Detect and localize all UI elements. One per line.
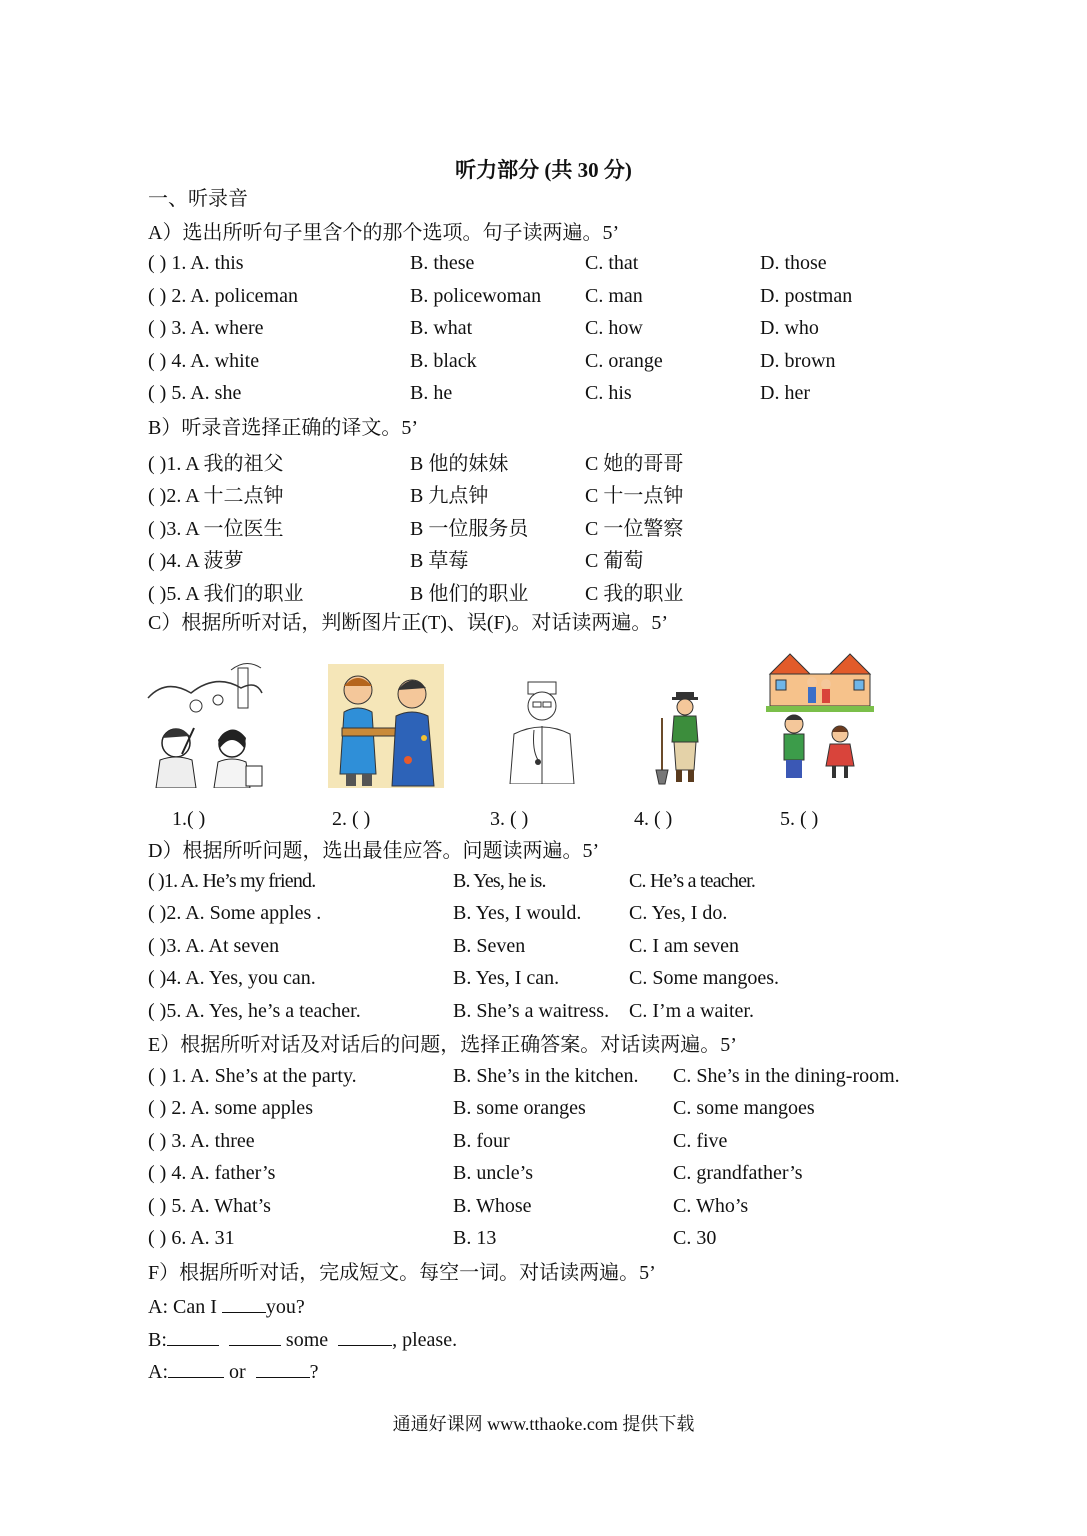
picture-caption: 1.( ) [172, 808, 206, 830]
question-option-a: ( )1. A 我的祖父 [148, 453, 284, 475]
option-d: D. those [760, 252, 827, 274]
option-c: C. his [585, 382, 632, 404]
question-option-a: ( ) 4. A. father’s [148, 1162, 276, 1184]
question-option-a: ( )5. A 我们的职业 [148, 583, 304, 605]
dialogue-text: A: Can I [148, 1296, 222, 1318]
option-b: B. policewoman [410, 285, 542, 307]
page-title: 听力部分 (共 30 分) [455, 158, 632, 182]
option-b: B. She’s a waitress. [453, 1000, 610, 1022]
option-d: D. her [760, 382, 810, 404]
picture-farmer [650, 690, 710, 786]
option-c: C 我的职业 [585, 583, 684, 605]
question-option-a: ( )2. A. Some apples . [148, 902, 322, 924]
option-b: B. what [410, 317, 473, 339]
option-b: B. four [453, 1130, 510, 1152]
question-option-a: ( )4. A. Yes, you can. [148, 967, 316, 989]
section-b-heading: B）听录音选择正确的译文。5’ [148, 417, 418, 439]
option-c: C 她的哥哥 [585, 453, 684, 475]
question-option-a: ( )3. A 一位医生 [148, 518, 284, 540]
footer-credit: 通通好课网 www.tthaoke.com 提供下载 [392, 1414, 695, 1434]
option-d: D. brown [760, 350, 836, 372]
option-b: B 他们的职业 [410, 583, 529, 605]
option-b: B. uncle’s [453, 1162, 533, 1184]
section-d-heading: D）根据所听问题，选出最佳应答。问题读两遍。5’ [148, 840, 600, 862]
option-c: C. some mangoes [673, 1097, 815, 1119]
option-d: D. who [760, 317, 819, 339]
dialogue-text: or [224, 1361, 251, 1383]
dialogue-text: A: [148, 1361, 168, 1383]
picture-house-family [766, 650, 874, 782]
question-option-a: ( ) 1. A. this [148, 252, 244, 274]
option-c: C. 30 [673, 1227, 717, 1249]
option-b: B. he [410, 382, 453, 404]
question-option-a: ( ) 4. A. white [148, 350, 260, 372]
section-c-heading: C）根据所听对话，判断图片正(T)、误(F)。对话读两遍。5’ [148, 612, 668, 634]
dialogue-text: you? [265, 1296, 305, 1318]
option-c: C 葡萄 [585, 550, 644, 572]
dialogue-line-2 [148, 1325, 457, 1353]
section-e-heading: E）根据所听对话及对话后的问题，选择正确答案。对话读两遍。5’ [148, 1034, 737, 1056]
option-b: B. Yes, he is. [453, 870, 546, 892]
option-b: B. Yes, I can. [453, 967, 560, 989]
option-b: B. Yes, I would. [453, 902, 582, 924]
option-d: D. postman [760, 285, 853, 307]
picture-caption: 2. ( ) [332, 808, 371, 830]
question-option-a: ( )5. A. Yes, he’s a teacher. [148, 1000, 361, 1022]
question-option-a: ( )2. A 十二点钟 [148, 485, 284, 507]
option-c: C. that [585, 252, 639, 274]
dialogue-text: B: [148, 1329, 167, 1351]
option-c: C. how [585, 317, 643, 339]
option-c: C. five [673, 1130, 728, 1152]
section-a-heading: A）选出所听句子里含个的那个选项。句子读两遍。5’ [148, 222, 620, 244]
option-c: C. grandfather’s [673, 1162, 803, 1184]
question-option-a: ( )3. A. At seven [148, 935, 280, 957]
option-b: B. She’s in the kitchen. [453, 1065, 639, 1087]
picture-caption: 3. ( ) [490, 808, 529, 830]
dialogue-line-1 [148, 1292, 305, 1320]
option-c: C. Some mangoes. [629, 967, 779, 989]
question-option-a: ( ) 5. A. she [148, 382, 242, 404]
option-b: B 九点钟 [410, 485, 489, 507]
question-option-a: ( ) 6. A. 31 [148, 1227, 235, 1249]
option-c: C. I’m a waiter. [629, 1000, 754, 1022]
dialogue-text: , please. [392, 1329, 458, 1351]
option-c: C. Who’s [673, 1195, 749, 1217]
option-b: B 一位服务员 [410, 518, 529, 540]
part-heading: 一、听录音 [148, 188, 248, 210]
option-b: B. some oranges [453, 1097, 586, 1119]
option-c: C. orange [585, 350, 663, 372]
question-option-a: ( ) 2. A. policeman [148, 285, 298, 307]
picture-caption: 5. ( ) [780, 808, 819, 830]
question-option-a: ( ) 1. A. She’s at the party. [148, 1065, 357, 1087]
dialogue-text: ? [309, 1361, 319, 1383]
question-option-a: ( ) 2. A. some apples [148, 1097, 313, 1119]
fill-in-blank[interactable] [229, 1325, 281, 1346]
question-option-a: ( ) 3. A. where [148, 317, 264, 339]
picture-two-girls [146, 658, 264, 788]
option-b: B. 13 [453, 1227, 497, 1249]
question-option-a: ( )1. A. He’s my friend. [148, 870, 316, 892]
picture-caption: 4. ( ) [634, 808, 673, 830]
option-b: B 他的妹妹 [410, 453, 509, 475]
option-c: C 一位警察 [585, 518, 684, 540]
option-b: B. black [410, 350, 477, 372]
fill-in-blank[interactable] [167, 1325, 219, 1346]
option-b: B. these [410, 252, 475, 274]
option-c: C. I am seven [629, 935, 739, 957]
fill-in-blank[interactable] [168, 1357, 224, 1378]
option-b: B. Whose [453, 1195, 532, 1217]
dialogue-text: some [280, 1329, 334, 1351]
option-b: B 草莓 [410, 550, 469, 572]
picture-doctor [504, 680, 580, 784]
fill-in-blank[interactable] [338, 1325, 392, 1346]
option-c: C 十一点钟 [585, 485, 684, 507]
picture-two-boys [328, 664, 444, 788]
question-option-a: ( )4. A 菠萝 [148, 550, 244, 572]
section-f-heading: F）根据所听对话，完成短文。每空一词。对话读两遍。5’ [148, 1262, 656, 1284]
fill-in-blank[interactable] [222, 1292, 266, 1313]
option-c: C. man [585, 285, 643, 307]
question-option-a: ( ) 5. A. What’s [148, 1195, 271, 1217]
option-c: C. She’s in the dining-room. [673, 1065, 900, 1087]
option-c: C. Yes, I do. [629, 902, 728, 924]
option-c: C. He’s a teacher. [629, 870, 756, 892]
fill-in-blank[interactable] [256, 1357, 310, 1378]
question-option-a: ( ) 3. A. three [148, 1130, 255, 1152]
dialogue-line-3 [148, 1357, 319, 1385]
option-b: B. Seven [453, 935, 526, 957]
